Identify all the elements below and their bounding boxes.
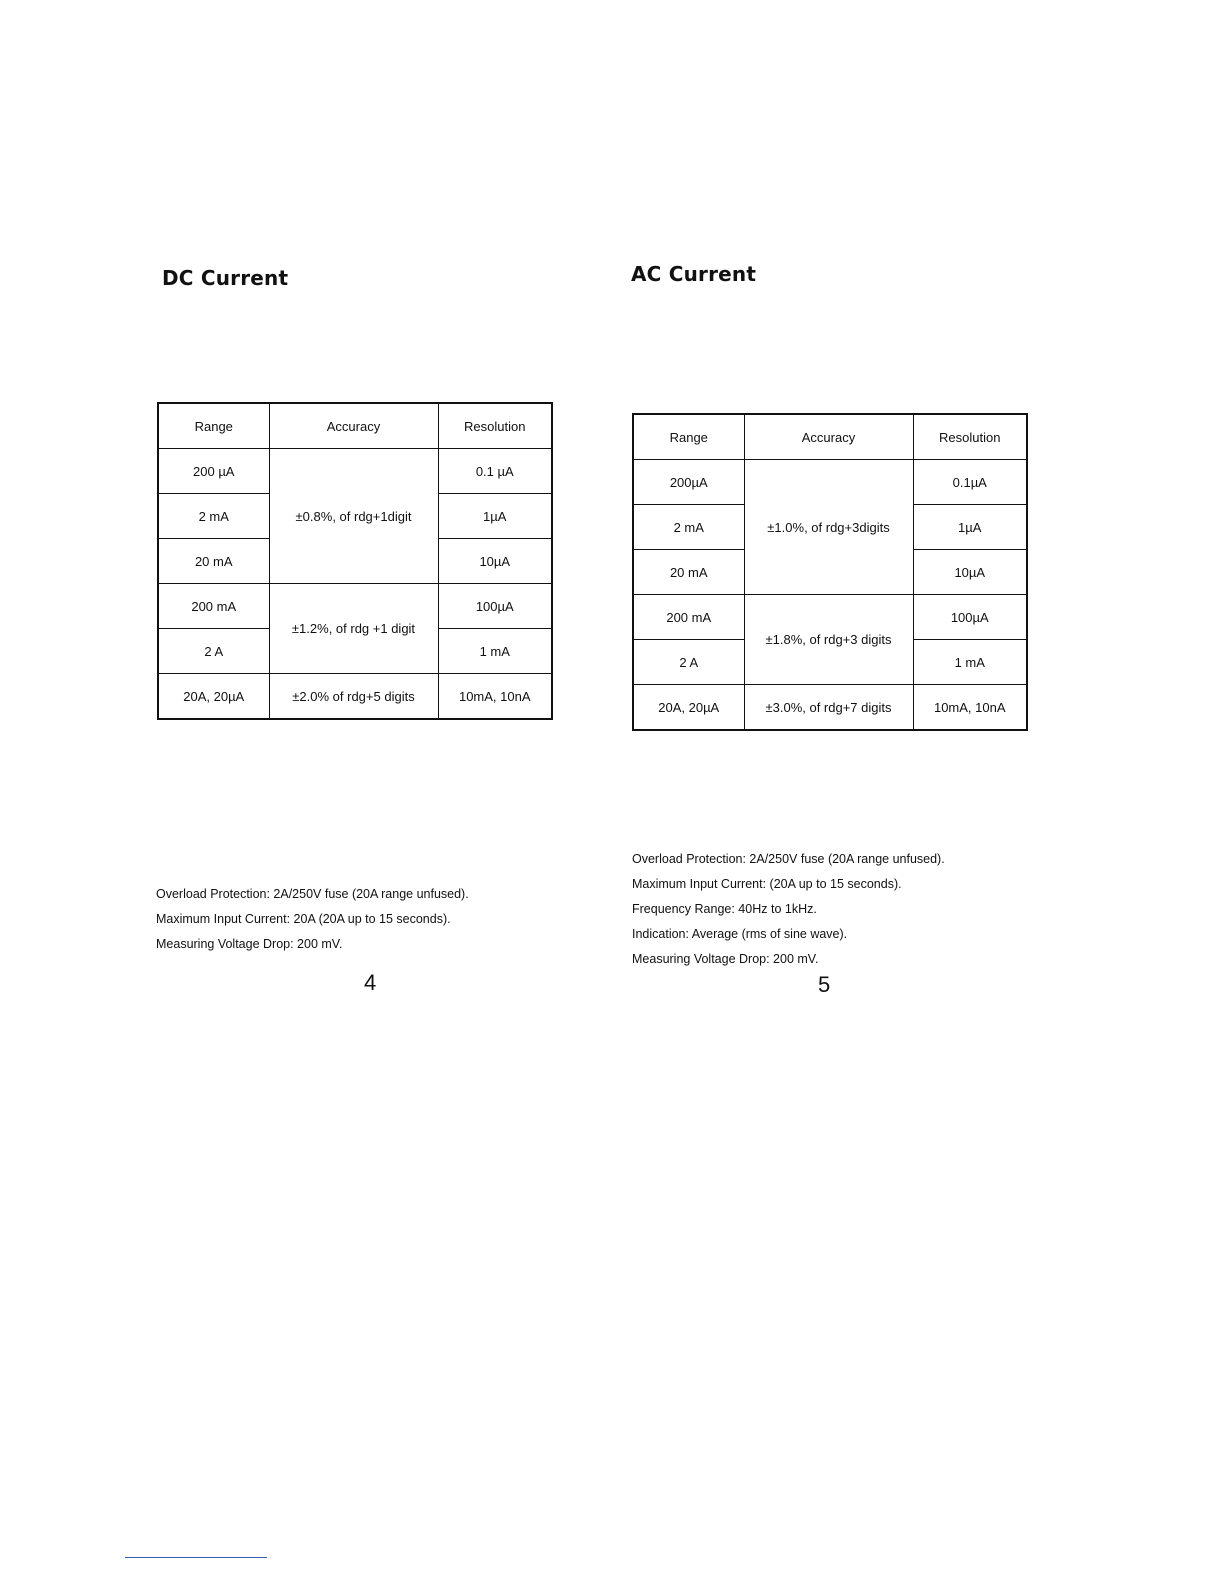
range-cell: 2 A [633, 640, 744, 685]
range-cell: 200 µA [158, 449, 269, 494]
note-overload-protection: Overload Protection: 2A/250V fuse (20A range unfused). [156, 887, 469, 901]
header-accuracy: Accuracy [269, 403, 438, 449]
table-header-row [158, 403, 552, 449]
accuracy-cell: ±0.8%, of rdg+1digit [269, 449, 438, 584]
ac-current-notes [632, 847, 945, 972]
dc-current-notes [156, 882, 469, 957]
table-header-row [633, 414, 1027, 460]
range-cell: 200 mA [633, 595, 744, 640]
dc-current-spec-table [157, 402, 553, 720]
table-row [633, 685, 1027, 731]
resolution-cell: 10µA [438, 539, 552, 584]
range-cell: 2 mA [158, 494, 269, 539]
header-accuracy: Accuracy [744, 414, 913, 460]
resolution-cell: 10mA, 10nA [913, 685, 1027, 731]
page-number: 4 [364, 970, 377, 995]
accuracy-cell: ±1.8%, of rdg+3 digits [744, 595, 913, 685]
dc-current-title: DC Current [162, 266, 289, 290]
table-row [158, 674, 552, 720]
note-voltage-drop: Measuring Voltage Drop: 200 mV. [156, 937, 343, 951]
note-indication: Indication: Average (rms of sine wave). [632, 927, 848, 941]
range-cell: 200 mA [158, 584, 269, 629]
ac-current-spec-table [632, 413, 1028, 731]
resolution-cell: 1µA [913, 505, 1027, 550]
resolution-cell: 100µA [438, 584, 552, 629]
range-cell: 200µA [633, 460, 744, 505]
page-number: 5 [818, 972, 831, 997]
header-range: Range [158, 403, 269, 449]
resolution-cell: 0.1 µA [438, 449, 552, 494]
header-resolution: Resolution [913, 414, 1027, 460]
resolution-cell: 100µA [913, 595, 1027, 640]
table-row [158, 449, 552, 494]
range-cell: 20A, 20µA [633, 685, 744, 731]
range-cell: 2 mA [633, 505, 744, 550]
resolution-cell: 10µA [913, 550, 1027, 595]
note-voltage-drop: Measuring Voltage Drop: 200 mV. [632, 952, 819, 966]
table-row [633, 595, 1027, 640]
footer-divider [125, 1557, 267, 1558]
note-max-input-current: Maximum Input Current: 20A (20A up to 15 seconds). [156, 912, 451, 926]
resolution-cell: 10mA, 10nA [438, 674, 552, 720]
header-resolution: Resolution [438, 403, 552, 449]
accuracy-cell: ±1.0%, of rdg+3digits [744, 460, 913, 595]
header-range: Range [633, 414, 744, 460]
range-cell: 20A, 20µA [158, 674, 269, 720]
accuracy-cell: ±1.2%, of rdg +1 digit [269, 584, 438, 674]
range-cell: 20 mA [158, 539, 269, 584]
accuracy-cell: ±2.0% of rdg+5 digits [269, 674, 438, 720]
range-cell: 20 mA [633, 550, 744, 595]
table-row [633, 460, 1027, 505]
note-frequency-range: Frequency Range: 40Hz to 1kHz. [632, 902, 817, 916]
range-cell: 2 A [158, 629, 269, 674]
ac-current-title: AC Current [631, 262, 757, 286]
resolution-cell: 1 mA [913, 640, 1027, 685]
resolution-cell: 1 mA [438, 629, 552, 674]
table-row [158, 584, 552, 629]
accuracy-cell: ±3.0%, of rdg+7 digits [744, 685, 913, 731]
note-max-input-current: Maximum Input Current: (20A up to 15 seconds). [632, 877, 902, 891]
resolution-cell: 0.1µA [913, 460, 1027, 505]
note-overload-protection: Overload Protection: 2A/250V fuse (20A range unfused). [632, 852, 945, 866]
resolution-cell: 1µA [438, 494, 552, 539]
